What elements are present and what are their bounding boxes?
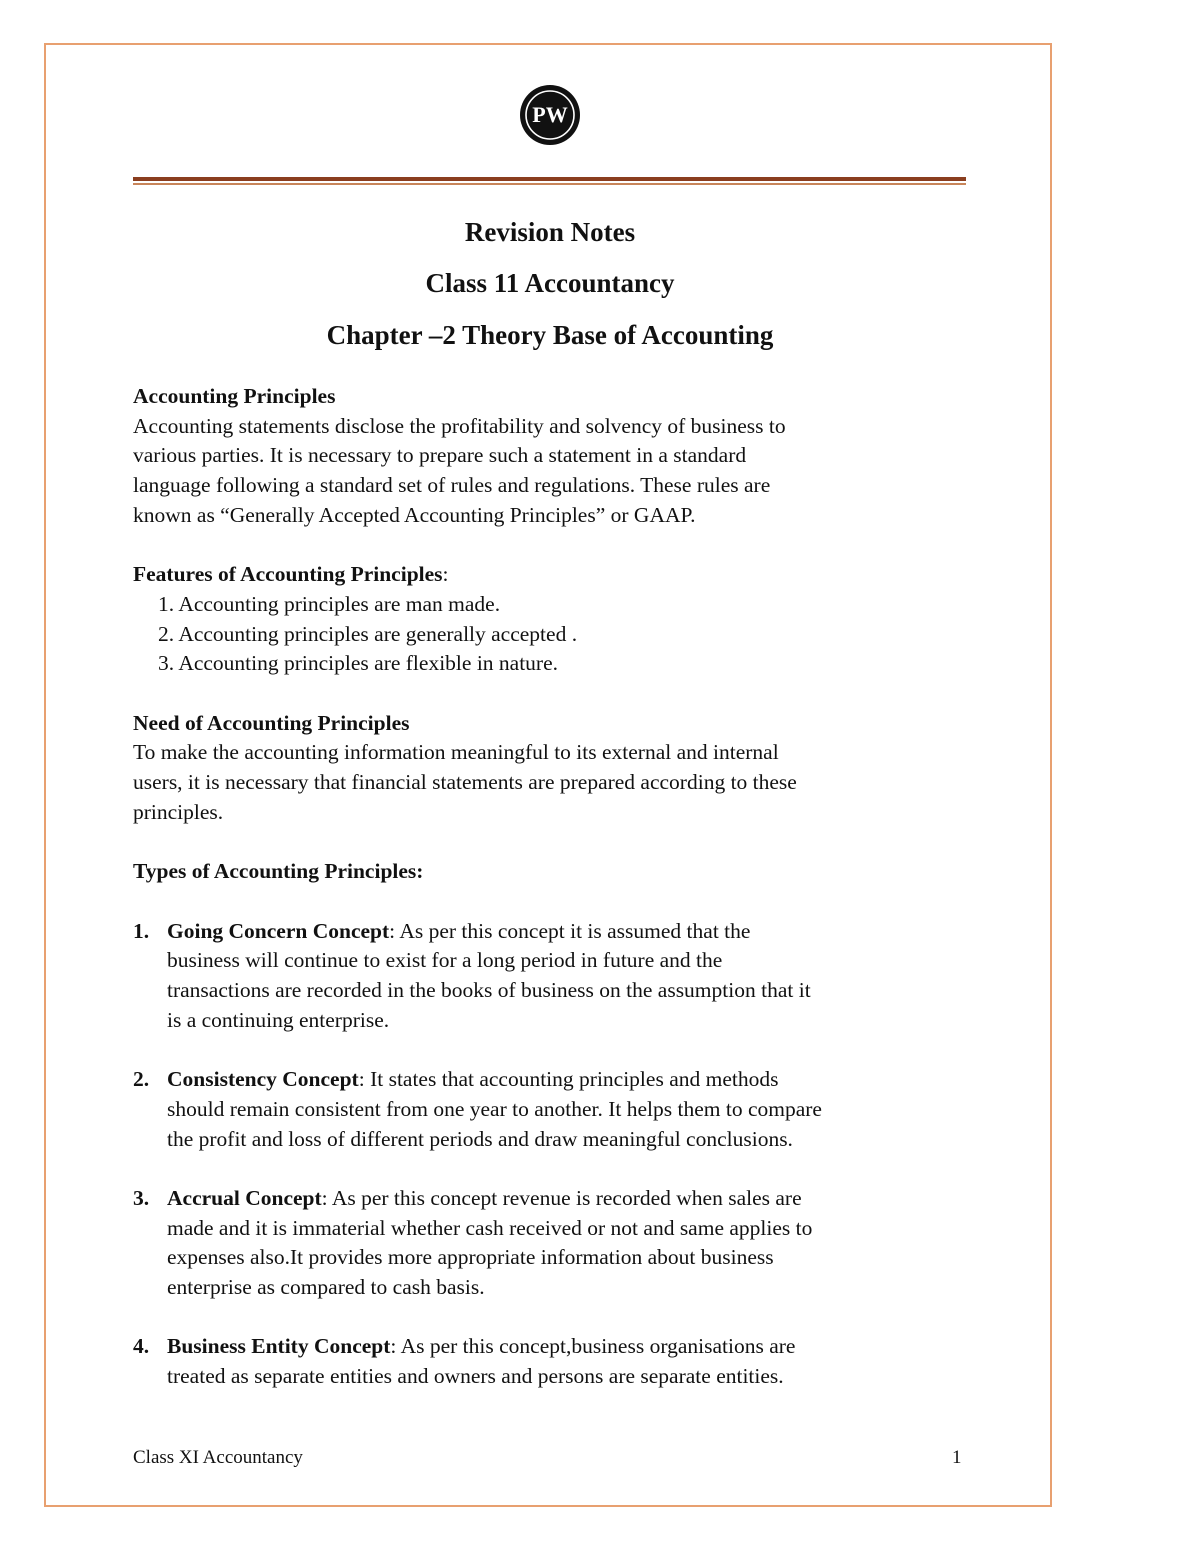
type-body: [167, 1184, 968, 1303]
type-line: made and it is immaterial whether cash received or not and same applies to: [167, 1215, 813, 1240]
type-line: treated as separate entities and owners and persons are separate entities.: [167, 1364, 784, 1389]
principles-line: various parties. It is necessary to prepare such a statement in a standard: [133, 443, 747, 468]
type-line: transactions are recorded in the books of business on the assumption that it: [167, 978, 811, 1002]
page-subtitle: Class 11 Accountancy: [425, 268, 675, 298]
type-line: : As per this concept,business organisations are: [390, 1334, 796, 1359]
page-number: 1: [952, 1447, 962, 1468]
type-term: Going Concern Concept: [167, 918, 390, 943]
type-line: : It states that accounting principles and methods: [358, 1067, 779, 1092]
type-term: Accrual Concept: [167, 1185, 322, 1210]
type-item-accrual: [133, 1184, 968, 1303]
type-item-going-concern: [133, 917, 968, 1036]
type-first-line: [167, 917, 968, 947]
spacer: [133, 679, 968, 709]
spacer: [133, 1303, 968, 1333]
features-heading: Features of Accounting Principles: [133, 562, 443, 587]
type-line: the profit and loss of different periods and draw meaningful conclusions.: [167, 1126, 793, 1151]
list-item: 3. Accounting principles are flexible in nature.: [158, 651, 559, 676]
type-first-line: [167, 1332, 968, 1362]
need-line: To make the accounting information meaningful to its external and internal: [133, 740, 779, 765]
type-first-line: [167, 1184, 968, 1214]
spacer: [133, 531, 968, 561]
features-list: [133, 590, 968, 679]
type-first-line: [167, 1065, 968, 1095]
type-line: : As per this concept it is assumed that the: [389, 918, 751, 943]
chapter-title: Chapter –2 Theory Base of Accounting: [326, 320, 774, 350]
header-rule-thick: [133, 177, 966, 181]
principles-heading: Accounting Principles: [133, 384, 336, 408]
type-line: enterprise as compared to cash basis.: [167, 1275, 485, 1299]
type-line: business will continue to exist for a long period in future and the: [167, 948, 723, 973]
type-line: : As per this concept revenue is recorded when sales are: [321, 1185, 802, 1210]
type-line: is a continuing enterprise.: [167, 1007, 390, 1032]
type-term: Consistency Concept: [167, 1067, 359, 1092]
principles-line: known as “Generally Accepted Accounting Principles” or GAAP.: [133, 502, 696, 527]
type-body: [167, 917, 968, 1036]
type-body: [167, 1332, 968, 1391]
type-number: 4.: [133, 1334, 150, 1359]
principles-line: Accounting statements disclose the profitability and solvency of business to: [133, 413, 786, 438]
features-heading-row: [133, 560, 968, 590]
type-item-consistency: [133, 1065, 968, 1154]
list-item: 2. Accounting principles are generally accepted .: [158, 621, 578, 646]
document-body: [133, 382, 968, 1392]
type-body: [167, 1065, 968, 1154]
type-line: should remain consistent from one year to another. It helps them to compare: [167, 1096, 822, 1121]
type-number: 3.: [133, 1185, 150, 1210]
list-item: 1. Accounting principles are man made.: [158, 591, 501, 616]
type-term: Business Entity Concept: [167, 1334, 391, 1359]
spacer: [133, 828, 968, 858]
types-heading: Types of Accounting Principles:: [133, 859, 424, 884]
logo-text: PW: [532, 102, 568, 127]
type-number: 2.: [133, 1067, 150, 1092]
spacer: [133, 1154, 968, 1184]
type-line: expenses also.It provides more appropriate information about business: [167, 1245, 774, 1270]
page-title: Revision Notes: [464, 217, 636, 247]
need-line: principles.: [133, 799, 224, 824]
spacer: [133, 887, 968, 917]
footer-label: Class XI Accountancy: [133, 1447, 303, 1468]
need-line: users, it is necessary that financial statements are prepared according to these: [133, 770, 797, 795]
header-rule-thin: [133, 183, 966, 185]
need-heading: Need of Accounting Principles: [133, 710, 410, 735]
pw-logo-icon: [519, 84, 581, 146]
type-item-business-entity: [133, 1332, 968, 1391]
features-heading-colon: :: [442, 562, 449, 587]
spacer: [133, 1035, 968, 1065]
type-number: 1.: [133, 918, 150, 943]
principles-line: language following a standard set of rules and regulations. These rules are: [133, 473, 771, 498]
